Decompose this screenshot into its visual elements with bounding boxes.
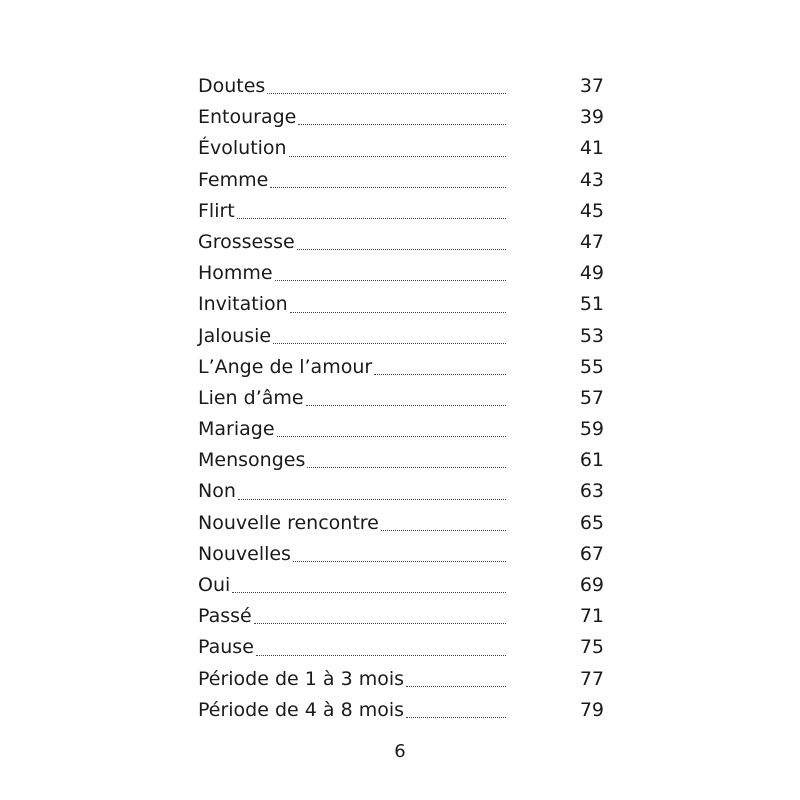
toc-entry — [198, 258, 604, 289]
dot-leader — [289, 133, 556, 164]
toc-entry-page: 59 — [579, 418, 604, 441]
toc-entry — [198, 476, 604, 507]
toc-entry-title: Oui — [198, 574, 231, 596]
toc-entry — [198, 539, 604, 570]
toc-entry-title: Non — [198, 480, 236, 503]
toc-entry-page: 77 — [579, 667, 604, 690]
dot-leader — [307, 445, 556, 476]
toc-entry — [198, 321, 604, 352]
toc-entry-page: 39 — [579, 106, 604, 129]
toc-entry-page: 41 — [579, 137, 604, 160]
toc-entry-title: Flirt — [198, 199, 235, 222]
page-number: 6 — [394, 741, 406, 762]
toc-entry — [198, 289, 604, 320]
dot-leader — [306, 383, 556, 414]
toc-entry — [198, 508, 604, 539]
toc-entry-title: Passé — [198, 605, 252, 628]
toc-entry — [198, 383, 604, 414]
dot-leader — [232, 570, 556, 601]
toc-entry-page: 63 — [579, 480, 604, 503]
toc-entry-title: Homme — [198, 262, 273, 285]
toc-entry — [198, 102, 604, 133]
table-of-contents — [198, 71, 604, 726]
toc-entry — [198, 664, 604, 695]
toc-entry — [198, 133, 604, 164]
dot-leader — [275, 258, 556, 289]
dot-leader — [256, 632, 556, 663]
toc-entry — [198, 71, 604, 102]
dot-leader — [406, 664, 556, 695]
toc-entry — [198, 196, 604, 227]
toc-entry-page: 67 — [579, 542, 604, 565]
toc-entry-page: 69 — [579, 574, 604, 596]
toc-entry — [198, 570, 604, 601]
toc-entry-title: Doutes — [198, 75, 266, 97]
toc-entry — [198, 227, 604, 258]
toc-entry-title: Entourage — [198, 106, 297, 129]
dot-leader — [374, 352, 556, 383]
toc-entry-page: 79 — [579, 698, 604, 721]
toc-entry-title: Jalousie — [198, 324, 272, 347]
toc-entry-page: 43 — [579, 168, 604, 191]
toc-entry — [198, 445, 604, 476]
toc-entry — [198, 165, 604, 196]
toc-entry-page: 61 — [579, 449, 604, 472]
toc-entry-title: Évolution — [198, 137, 287, 160]
dot-leader — [277, 414, 556, 445]
toc-entry-page: 75 — [579, 636, 604, 659]
toc-entry — [198, 695, 604, 726]
toc-entry-page: 71 — [579, 605, 604, 628]
toc-entry-page: 47 — [579, 230, 604, 253]
dot-leader — [381, 508, 556, 539]
dot-leader — [298, 102, 556, 133]
toc-entry-title: Grossesse — [198, 230, 295, 253]
toc-entry-title: Femme — [198, 168, 269, 191]
dot-leader — [238, 476, 556, 507]
toc-entry-page: 65 — [579, 511, 604, 534]
dot-leader — [406, 695, 556, 726]
toc-entry-page: 51 — [579, 293, 604, 316]
toc-entry-title: Invitation — [198, 293, 288, 316]
toc-entry — [198, 632, 604, 663]
toc-entry-title: Lien d’âme — [198, 386, 304, 409]
toc-entry-title: Nouvelle rencontre — [198, 511, 379, 534]
toc-entry-page: 57 — [579, 386, 604, 409]
toc-entry-title: Mariage — [198, 418, 275, 441]
dot-leader — [290, 289, 556, 320]
toc-entry-page: 37 — [579, 75, 604, 97]
dot-leader — [267, 71, 556, 102]
toc-entry-title: Mensonges — [198, 449, 306, 472]
toc-entry-title: Pause — [198, 636, 254, 659]
toc-entry-page: 45 — [579, 199, 604, 222]
dot-leader — [254, 601, 556, 632]
dot-leader — [270, 165, 556, 196]
dot-leader — [293, 539, 556, 570]
toc-entry-title: L’Ange de l’amour — [198, 355, 373, 378]
toc-entry-page: 49 — [579, 262, 604, 285]
toc-entry — [198, 414, 604, 445]
toc-entry-title: Période de 4 à 8 mois — [198, 698, 405, 721]
toc-entry — [198, 352, 604, 383]
toc-entry-title: Période de 1 à 3 mois — [198, 667, 405, 690]
dot-leader — [273, 321, 556, 352]
dot-leader — [237, 196, 556, 227]
toc-entry — [198, 601, 604, 632]
toc-entry-page: 55 — [579, 355, 604, 378]
toc-entry-title: Nouvelles — [198, 542, 291, 565]
dot-leader — [297, 227, 556, 258]
toc-entry-page: 53 — [579, 324, 604, 347]
